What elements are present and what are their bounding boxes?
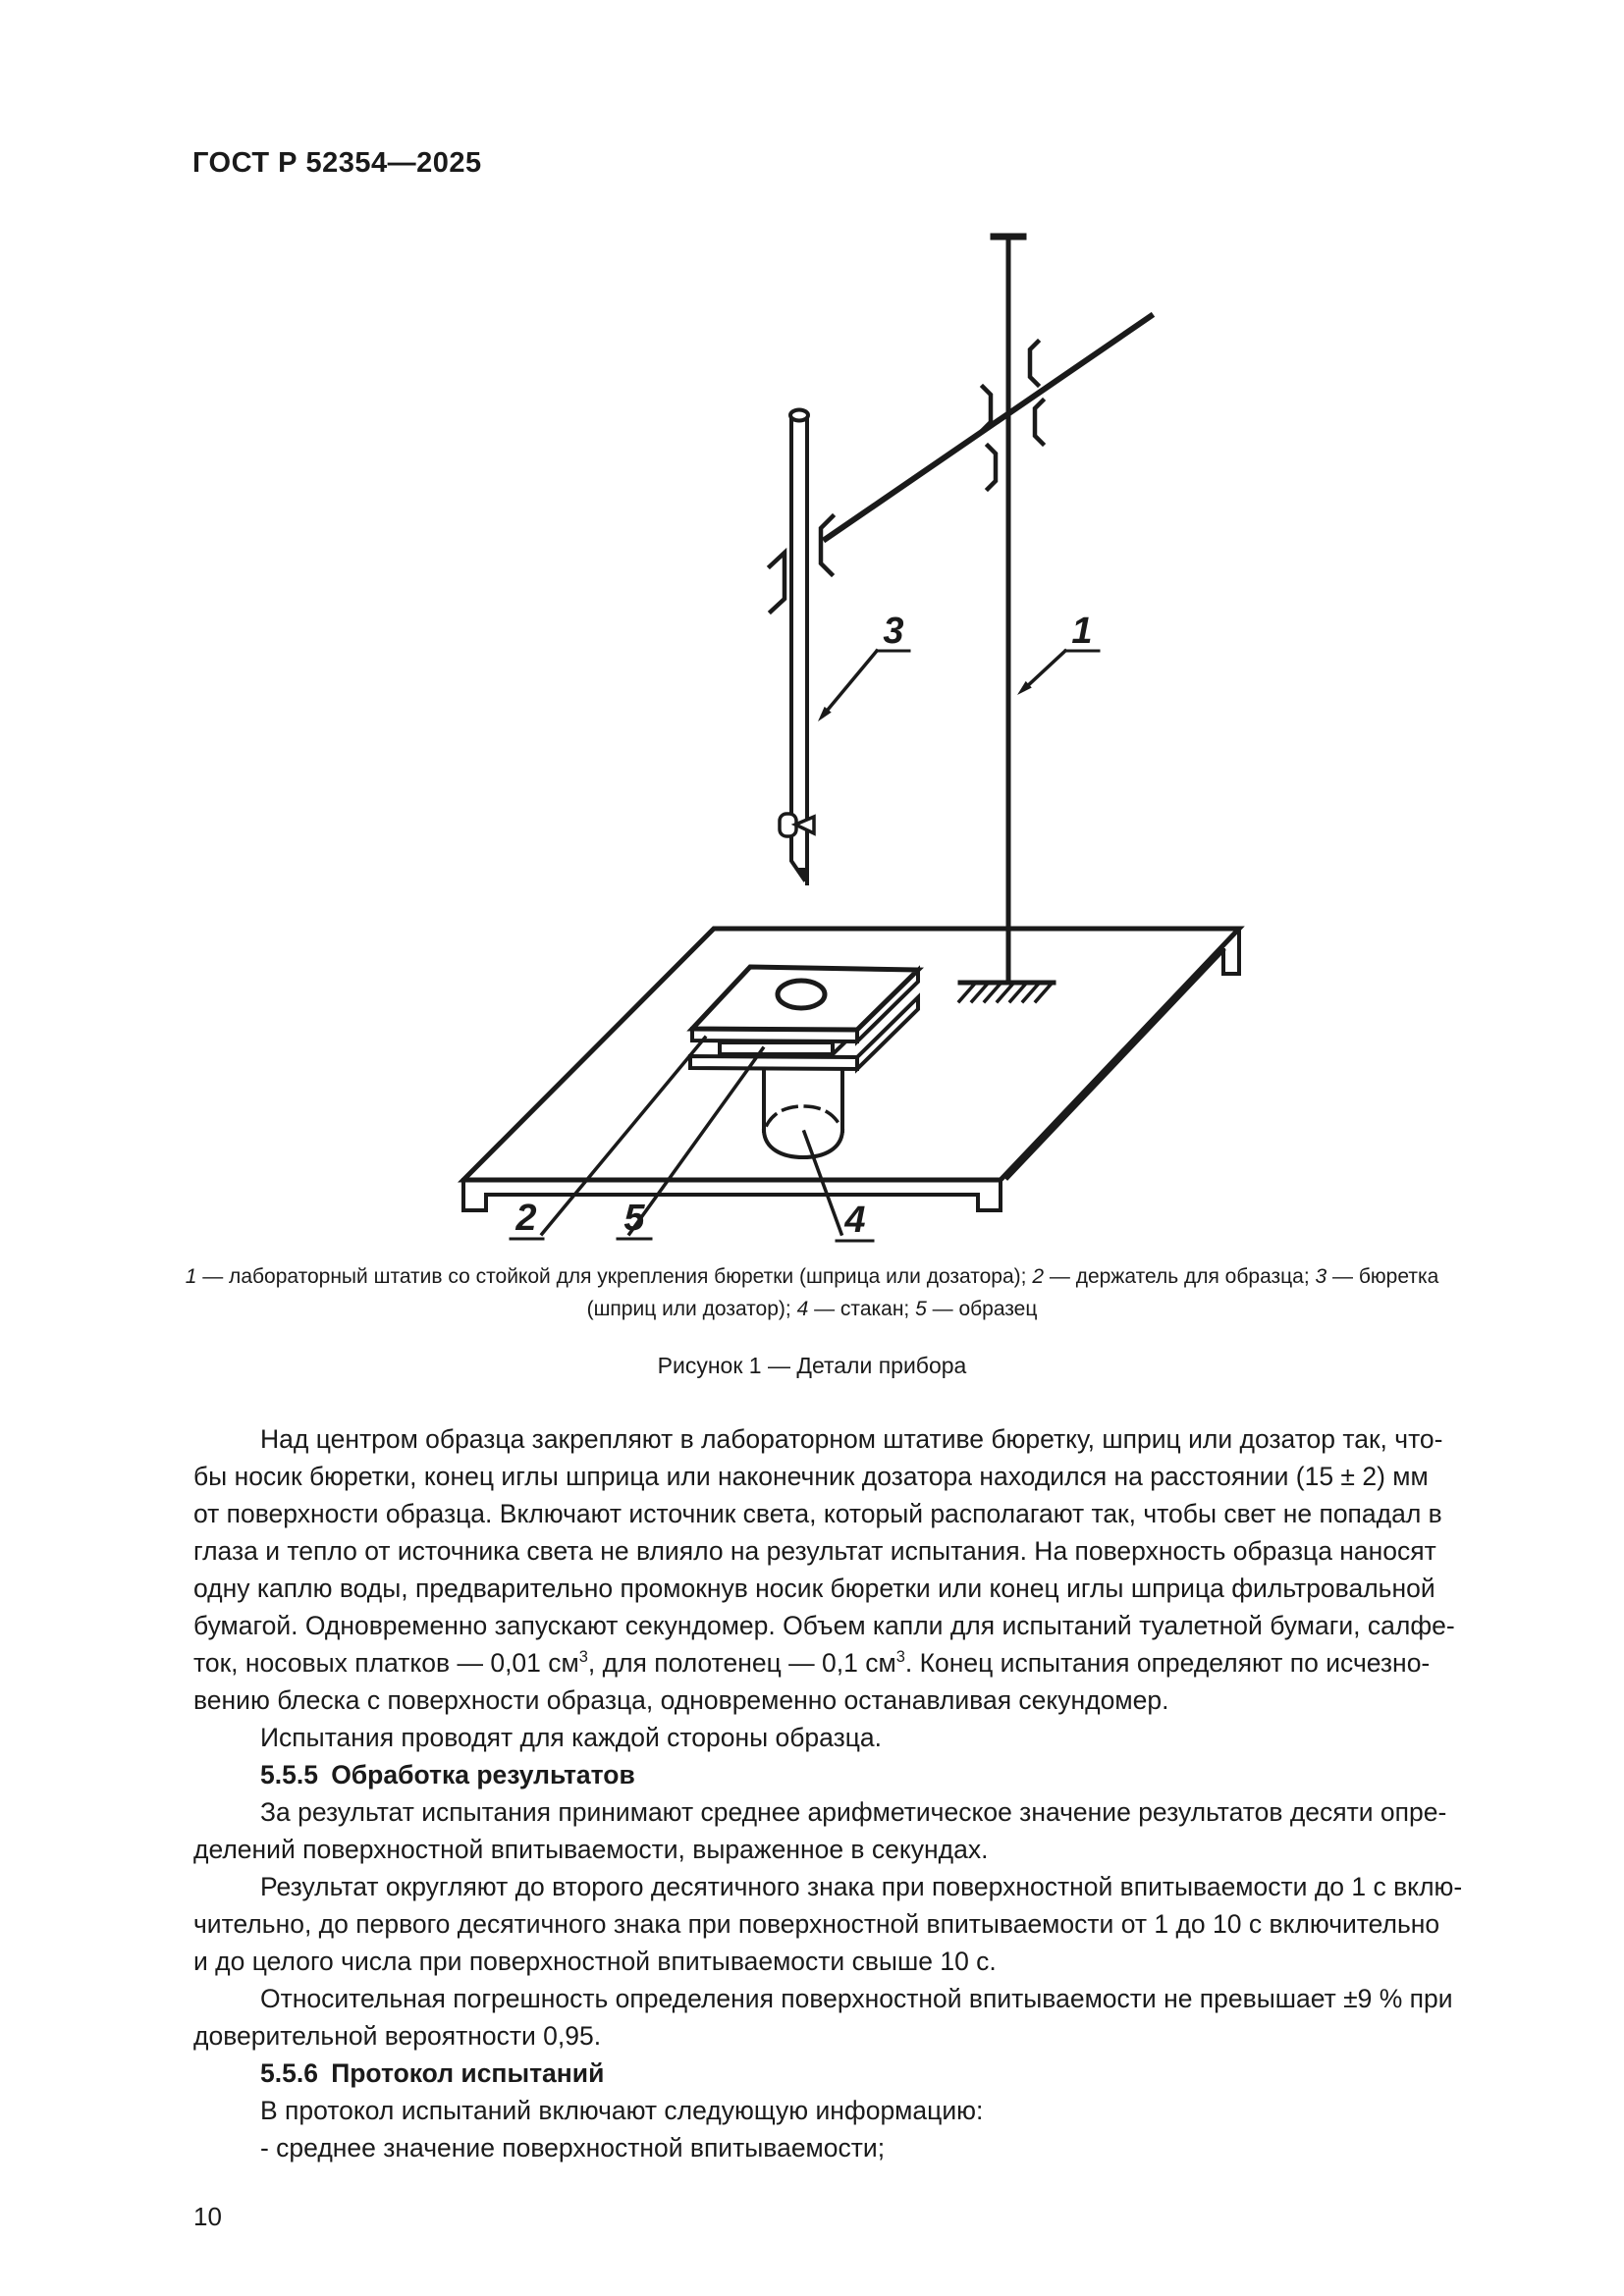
body-line: делений поверхностной впитываемости, выраженное в секундах. <box>193 1835 989 1864</box>
figure-caption-line-1: 1 — лабораторный штатив со стойкой для укрепления бюретки (шприца или дозатора); 2 — держатель для образца; 3 — бюретка <box>185 1265 1439 1288</box>
body-line: Результат округляют до второго десятичного знака при поверхностной впитываемости до 1 с вклю- <box>260 1872 1463 1901</box>
body-line: от поверхности образца. Включают источник света, который располагают так, чтобы свет не попадал в <box>193 1499 1442 1528</box>
body-line: бумагой. Одновременно запускают секундомер. Объем капли для испытаний туалетной бумаги, салфе- <box>193 1611 1455 1640</box>
body-line: и до целого числа при поверхностной впитываемости свыше 10 с. <box>193 1947 997 1976</box>
standard-number-header: ГОСТ Р 52354—2025 <box>192 147 482 179</box>
figure-label-1: 1 <box>1071 611 1093 652</box>
burette <box>780 410 814 885</box>
figure-label-3: 3 <box>883 611 904 652</box>
body-line: ток, носовых платков — 0,01 $см^3$, для полотенец — 0,1 $см^3$. Конец испытания определяют по исчезно- <box>193 1648 1431 1678</box>
body-line: глаза и тепло от источника света не влияло на результат испытания. На поверхность образца наносят <box>193 1536 1436 1566</box>
body-line: чительно, до первого десятичного знака при поверхностной впитываемости от 1 до 10 с включительно <box>193 1909 1440 1939</box>
body-line: одну каплю воды, предварительно промокнув носик бюретки или конец иглы шприца фильтровальной <box>193 1574 1435 1603</box>
body-text <box>193 1420 1509 2166</box>
figure-caption-line-2: (шприц или дозатор); 4 — стакан; 5 — образец <box>586 1298 1038 1320</box>
figure-title: Рисунок 1 — Детали прибора <box>657 1353 967 1378</box>
figure-label-2: 2 <box>515 1198 537 1239</box>
body-line: Испытания проводят для каждой стороны образца. <box>260 1723 883 1752</box>
body-line: За результат испытания принимают среднее арифметическое значение результатов десяти опре- <box>260 1797 1447 1827</box>
body-line: В протокол испытаний включают следующую информацию: <box>260 2096 984 2125</box>
body-line: доверительной вероятности 0,95. <box>193 2021 602 2051</box>
section-heading-5-5-6: 5.5.6 Протокол испытаний <box>260 2058 605 2088</box>
stand-rod <box>994 237 1023 983</box>
stand-clamp <box>983 342 1043 489</box>
body-line: бы носик бюретки, конец иглы шприца или наконечник дозатора находился на расстоянии (15 ± 2) мм <box>193 1462 1429 1491</box>
section-heading-5-5-5: 5.5.5 Обработка результатов <box>260 1760 635 1789</box>
burette-clamp <box>770 516 833 612</box>
page-number: 10 <box>193 2202 222 2231</box>
body-line: Над центром образца закрепляют в лабораторном штативе бюретку, шприц или дозатор так, что- <box>260 1424 1443 1454</box>
figure-drawing <box>422 221 1306 1261</box>
figure-label-4: 4 <box>844 1200 866 1241</box>
figure-label-5: 5 <box>623 1198 645 1239</box>
body-line list-item: - среднее значение поверхностной впитываемости; <box>260 2133 886 2163</box>
body-line: вению блеска с поверхности образца, одновременно останавливая секундомер. <box>193 1685 1169 1715</box>
body-line: Относительная погрешность определения поверхностной впитываемости не превышает ±9 % при <box>260 1984 1453 2013</box>
